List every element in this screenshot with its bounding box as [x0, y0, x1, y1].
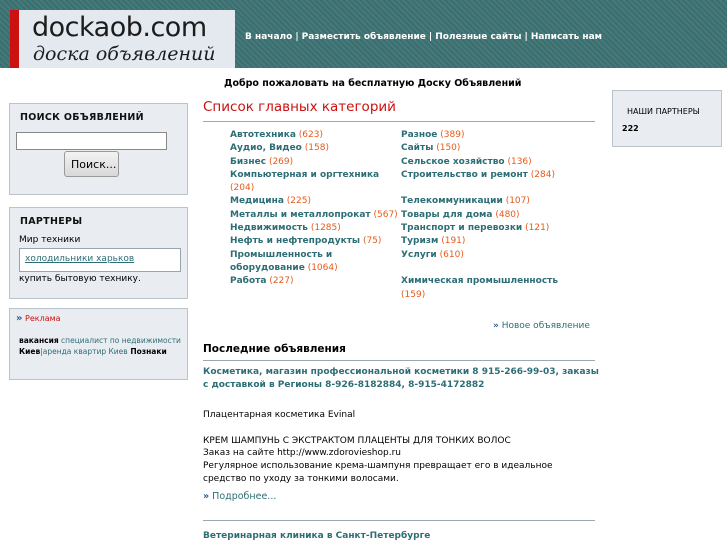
category-count: (150): [436, 143, 461, 154]
ads-panel: [9, 308, 188, 380]
ads-header: [16, 313, 61, 324]
category-name: Строительство и ремонт: [401, 169, 528, 180]
category-count: (158): [304, 143, 329, 154]
category-count: (225): [286, 196, 311, 207]
ad-body-line: Плацентарная косметика Evinal: [203, 410, 356, 420]
ad-divider: [203, 520, 595, 521]
category-name: Аудио, Видео: [230, 143, 302, 154]
category-link[interactable]: [230, 275, 400, 288]
category-name: Товары для дома: [401, 209, 493, 220]
ads-link[interactable]: специалист по недвижимости: [58, 336, 181, 345]
category-link[interactable]: [230, 156, 400, 169]
category-link[interactable]: [230, 222, 400, 235]
category-link[interactable]: [230, 235, 400, 248]
category-count: (610): [439, 249, 464, 260]
category-link[interactable]: [401, 209, 601, 222]
logo-title: dockaob.com: [32, 12, 207, 43]
ads-links: [19, 335, 184, 357]
site-header: [0, 0, 727, 68]
category-link[interactable]: [401, 142, 601, 155]
category-name: Сельское хозяйство: [401, 156, 505, 167]
search-panel-title: ПОИСК ОБЪЯВЛЕНИЙ: [20, 112, 144, 123]
category-count: (284): [530, 169, 555, 180]
category-link[interactable]: [401, 195, 601, 208]
category-name: Разное: [401, 130, 438, 140]
ads-label-link[interactable]: Реклама: [25, 314, 61, 323]
read-more-link[interactable]: [203, 491, 276, 502]
partners-panel-title: ПАРТНЕРЫ: [20, 216, 83, 227]
site-logo[interactable]: [19, 10, 235, 68]
ad-body-line: [203, 422, 595, 435]
category-name: Химическая промышленность: [401, 276, 559, 287]
partners-text: Мир техники: [19, 235, 81, 245]
category-spacer: [401, 262, 601, 275]
nav-useful-sites-link[interactable]: Полезные сайты: [435, 32, 522, 42]
latest-ads-title: Последние объявления: [203, 343, 346, 355]
category-link[interactable]: [230, 142, 400, 155]
our-partners-value: 222: [622, 124, 639, 133]
category-link[interactable]: [401, 275, 601, 302]
category-name: Металлы и металлопрокат: [230, 209, 371, 220]
category-count: (1064): [307, 262, 338, 273]
category-link[interactable]: [401, 129, 601, 142]
category-link[interactable]: [401, 249, 601, 262]
category-name: Компьютерная и оргтехника: [230, 169, 380, 180]
nav-separator: |: [428, 32, 433, 42]
category-count: (480): [495, 209, 520, 220]
category-name: Сайты: [401, 143, 434, 154]
partners-text-2: купить бытовую технику.: [19, 274, 141, 284]
ads-link[interactable]: Киев: [19, 347, 41, 356]
double-chevron-right-icon: »: [203, 491, 210, 502]
latest-ads-divider: [203, 360, 595, 361]
category-link[interactable]: [230, 195, 400, 208]
our-partners-title: НАШИ ПАРТНЕРЫ: [627, 107, 700, 116]
partners-link[interactable]: холодильники харьков: [25, 254, 135, 264]
ad-body-line: КРЕМ ШАМПУНЬ С ЭКСТРАКТОМ ПЛАЦЕНТЫ ДЛЯ ТОНКИХ ВОЛОС: [203, 435, 511, 446]
nav-separator: |: [524, 32, 528, 42]
category-count: (623): [298, 130, 323, 140]
category-count: (159): [401, 289, 426, 300]
category-name: Медицина: [230, 196, 284, 207]
ads-link[interactable]: Познаки: [127, 347, 167, 356]
category-count: (227): [269, 276, 294, 287]
category-name: Услуги: [401, 249, 437, 260]
logo-subtitle: доска объявлений: [33, 43, 216, 65]
category-count: (75): [362, 236, 382, 247]
category-name: Нефть и нефтепродукты: [230, 236, 361, 247]
nav-post-ad-link[interactable]: Разместить объявление: [301, 32, 426, 42]
category-count: (567): [373, 209, 398, 220]
category-count: (107): [505, 196, 530, 207]
category-link[interactable]: [401, 169, 601, 182]
partners-link-box: [19, 248, 181, 272]
categories-column-left: [230, 129, 400, 289]
logo-accent-bar: [10, 10, 19, 68]
ad-title-link[interactable]: Косметика, магазин профессиональной косметики 8 915-266-99-03, заказы с доставкой в Регионы 8-926-8182884, 8-915-4172882: [203, 367, 599, 390]
category-link[interactable]: [230, 169, 400, 196]
category-name: Недвижимость: [230, 223, 308, 234]
category-name: Транспорт и перевозки: [401, 223, 523, 234]
our-partners-panel: [612, 90, 722, 147]
search-panel: [9, 103, 188, 195]
categories-divider: [203, 121, 595, 122]
category-count: (191): [441, 236, 466, 247]
ads-link[interactable]: |аренда квартир Киев: [40, 347, 128, 356]
double-chevron-right-icon: »: [16, 313, 23, 324]
ad-body-line: Заказ на сайте http://www.zdorovieshop.ru: [203, 448, 401, 459]
read-more-label: Подробнее...: [212, 491, 277, 502]
search-input[interactable]: [16, 132, 167, 150]
ads-link[interactable]: вакансия: [19, 336, 59, 345]
category-link[interactable]: [401, 235, 601, 248]
category-link[interactable]: [401, 222, 601, 235]
category-name: Работа: [230, 276, 267, 287]
category-link[interactable]: [230, 209, 400, 222]
category-count: (269): [268, 156, 294, 167]
category-link[interactable]: [230, 129, 400, 142]
double-chevron-right-icon: »: [493, 321, 499, 331]
search-button[interactable]: Поиск...: [64, 151, 119, 177]
top-navigation: [245, 32, 602, 42]
category-name: Автотехника: [230, 130, 296, 140]
category-count: (1285): [310, 223, 341, 234]
ad-title-link[interactable]: Ветеринарная клиника в Санкт-Петербурге: [203, 531, 431, 541]
ad-body-line: Регулярное использование крема-шампуня превращает его в идеальное средство по уходу за тонкими волосами.: [203, 461, 553, 484]
welcome-text: Добро пожаловать на бесплатную Доску Объявлений: [224, 78, 522, 89]
categories-title: Список главных категорий: [203, 99, 396, 115]
new-ad-link[interactable]: [493, 321, 590, 331]
category-link[interactable]: [401, 156, 601, 169]
category-count: (204): [230, 183, 255, 194]
nav-separator: |: [295, 32, 299, 42]
category-link[interactable]: [230, 249, 400, 276]
category-name: Телекоммуникации: [401, 196, 503, 207]
partners-panel: [9, 207, 188, 299]
nav-contact-link[interactable]: Написать нам: [530, 32, 603, 42]
category-name: Промышленность и оборудование: [230, 249, 333, 273]
category-name: Бизнес: [230, 156, 267, 167]
nav-home-link[interactable]: В начало: [245, 32, 293, 42]
new-ad-label: Новое объявление: [501, 321, 590, 331]
category-count: (389): [440, 130, 465, 140]
category-spacer: [401, 182, 601, 195]
categories-column-right: [401, 129, 601, 302]
ad-body: [203, 409, 595, 486]
category-count: (136): [507, 156, 532, 167]
category-name: Туризм: [401, 236, 439, 247]
category-count: (121): [525, 223, 550, 234]
